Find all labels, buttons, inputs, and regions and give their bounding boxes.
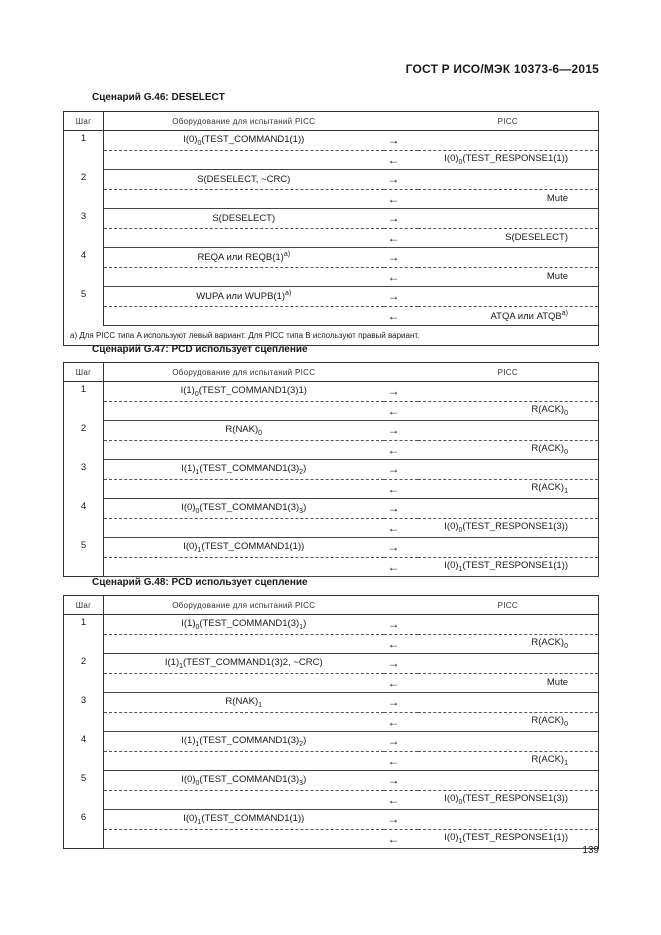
table-row [64,421,599,441]
step-number: 4 [64,732,104,771]
table-row [64,267,599,287]
table-footnote: a) Для PICC типа A используют левый вариант. Для PICC типа B используют правый вариант. [70,330,420,340]
picc-response: $R(ACK)_1$ [418,751,599,771]
arrow-left-icon: ← [384,518,418,538]
step-number: 6 [64,810,104,849]
table-row [64,712,599,732]
table-row [64,732,599,752]
pcd-command: $R(NAK)_1$ [104,693,384,713]
arrow-right-icon: → [384,654,418,674]
arrow-left-icon: ← [384,440,418,460]
arrow-right-icon: → [384,615,418,635]
column-header-picc: PICC [418,363,599,382]
picc-response: Mute [418,189,599,209]
step-number: 5 [64,287,104,326]
table-row [64,189,599,209]
arrow-left-icon: ← [384,401,418,421]
table-row [64,751,599,771]
pcd-command: $I(0)_1(TEST\_COMMAND1(1))$ [104,538,384,558]
column-header-step: Шаг [64,363,104,382]
picc-response: $I(0)_0(TEST\_RESPONSE1(3))$ [418,790,599,810]
arrow-right-icon: → [384,382,418,402]
step-number: 1 [64,615,104,654]
table-row [64,518,599,538]
document-header: ГОСТ Р ИСО/МЭК 10373-6—2015 [405,62,599,76]
step-number: 4 [64,499,104,538]
arrow-left-icon: ← [384,267,418,287]
page-number: 139 [582,845,599,856]
table-row [64,557,599,577]
arrow-left-icon: ← [384,150,418,170]
step-number: 2 [64,170,104,209]
pcd-command: $I(1)_1(TEST\_COMMAND1(3)2$, ~CRC) [104,654,384,674]
step-number: 3 [64,460,104,499]
arrow-left-icon: ← [384,189,418,209]
arrow-left-icon: ← [384,829,418,849]
column-header-step: Шаг [64,112,104,131]
arrow-left-icon: ← [384,790,418,810]
arrow-right-icon: → [384,209,418,229]
table-row [64,382,599,402]
column-header-pcd: Оборудование для испытаний PICC [104,596,384,615]
arrow-right-icon: → [384,460,418,480]
step-number: 3 [64,209,104,248]
picc-response: $R(ACK)_0$ [418,440,599,460]
arrow-left-icon: ← [384,479,418,499]
arrow-right-icon: → [384,131,418,151]
picc-response: S(DESELECT) [418,228,599,248]
table-row [64,810,599,830]
pcd-command: $I(0)_0(TEST\_COMMAND1(3)_3)$ [104,499,384,519]
arrow-left-icon: ← [384,557,418,577]
arrow-right-icon: → [384,499,418,519]
arrow-left-icon: ← [384,712,418,732]
pcd-command: $R(NAK)_0$ [104,421,384,441]
arrow-right-icon: → [384,287,418,307]
picc-response: $I(0)_1(TEST\_RESPONSE1(1))$ [418,557,599,577]
picc-response: $I(0)_0(TEST\_RESPONSE1(3))$ [418,518,599,538]
step-number: 1 [64,131,104,170]
scenario-title-g48: Сценарий G.48: PCD использует сцепление [92,577,308,588]
table-row [64,460,599,480]
step-number: 2 [64,654,104,693]
table-row [64,170,599,190]
scenario-title-g47: Сценарий G.47: PCD использует сцепление [92,344,308,355]
pcd-command: $I(1)_1(TEST\_COMMAND1(3)_2)$ [104,460,384,480]
arrow-right-icon: → [384,538,418,558]
step-number: 3 [64,693,104,732]
picc-response: ATQA или ATQB$^{a)}$ [418,306,599,326]
column-header-step: Шаг [64,596,104,615]
arrow-left-icon: ← [384,228,418,248]
column-header-pcd: Оборудование для испытаний PICC [104,112,384,131]
pcd-command: WUPA или $WUPB(1)^{a)}$ [104,287,384,307]
step-number: 1 [64,382,104,421]
arrow-left-icon: ← [384,634,418,654]
table-row [64,615,599,635]
arrow-right-icon: → [384,810,418,830]
arrow-right-icon: → [384,170,418,190]
table-row [64,248,599,268]
arrow-right-icon: → [384,421,418,441]
table-row [64,790,599,810]
pcd-command: $I(1)_0(TEST\_COMMAND1(3)_1)$ [104,615,384,635]
table-row [64,654,599,674]
table-row [64,401,599,421]
table-row [64,440,599,460]
picc-response: $R(ACK)_0$ [418,634,599,654]
table-row [64,771,599,791]
table-row [64,131,599,151]
picc-response: $R(ACK)_0$ [418,712,599,732]
table-row [64,479,599,499]
picc-response: $I(0)_0(TEST\_RESPONSE1(1))$ [418,150,599,170]
table-row [64,287,599,307]
step-number: 5 [64,771,104,810]
scenario-title-g46: Сценарий G.46: DESELECT [92,92,225,103]
step-number: 5 [64,538,104,577]
table-row [64,150,599,170]
pcd-command: $I(1)_0(TEST\_COMMAND1(3)1)$ [104,382,384,402]
pcd-command: $I(1)_1(TEST\_COMMAND1(3)_2)$ [104,732,384,752]
picc-response: $I(0)_1(TEST\_RESPONSE1(1))$ [418,829,599,849]
table-row [64,673,599,693]
table-row [64,228,599,248]
picc-response: $R(ACK)_0$ [418,401,599,421]
table-row [64,306,599,326]
column-header-picc: PICC [418,596,599,615]
pcd-command: $I(0)_0(TEST\_COMMAND1(3)_3)$ [104,771,384,791]
pcd-command: $I(0)_1(TEST\_COMMAND1(1))$ [104,810,384,830]
pcd-command: REQA или $REQB(1)^{a)}$ [104,248,384,268]
table-row [64,538,599,558]
scenario-table-g48 [63,595,599,849]
arrow-left-icon: ← [384,306,418,326]
arrow-right-icon: → [384,248,418,268]
scenario-table-g47 [63,362,599,577]
arrow-right-icon: → [384,732,418,752]
arrow-left-icon: ← [384,673,418,693]
arrow-right-icon: → [384,771,418,791]
column-header-pcd: Оборудование для испытаний PICC [104,363,384,382]
pcd-command: S(DESELECT, ~CRC) [104,170,384,190]
picc-response: Mute [418,267,599,287]
scenario-table-g46 [63,111,599,346]
table-row [64,634,599,654]
column-header-picc: PICC [418,112,599,131]
arrow-right-icon: → [384,693,418,713]
table-row [64,209,599,229]
step-number: 4 [64,248,104,287]
arrow-left-icon: ← [384,751,418,771]
table-row [64,499,599,519]
table-row [64,829,599,849]
picc-response: $R(ACK)_1$ [418,479,599,499]
picc-response: Mute [418,673,599,693]
pcd-command: $I(0)_0(TEST\_COMMAND1(1))$ [104,131,384,151]
step-number: 2 [64,421,104,460]
table-row [64,693,599,713]
pcd-command: S(DESELECT) [104,209,384,229]
